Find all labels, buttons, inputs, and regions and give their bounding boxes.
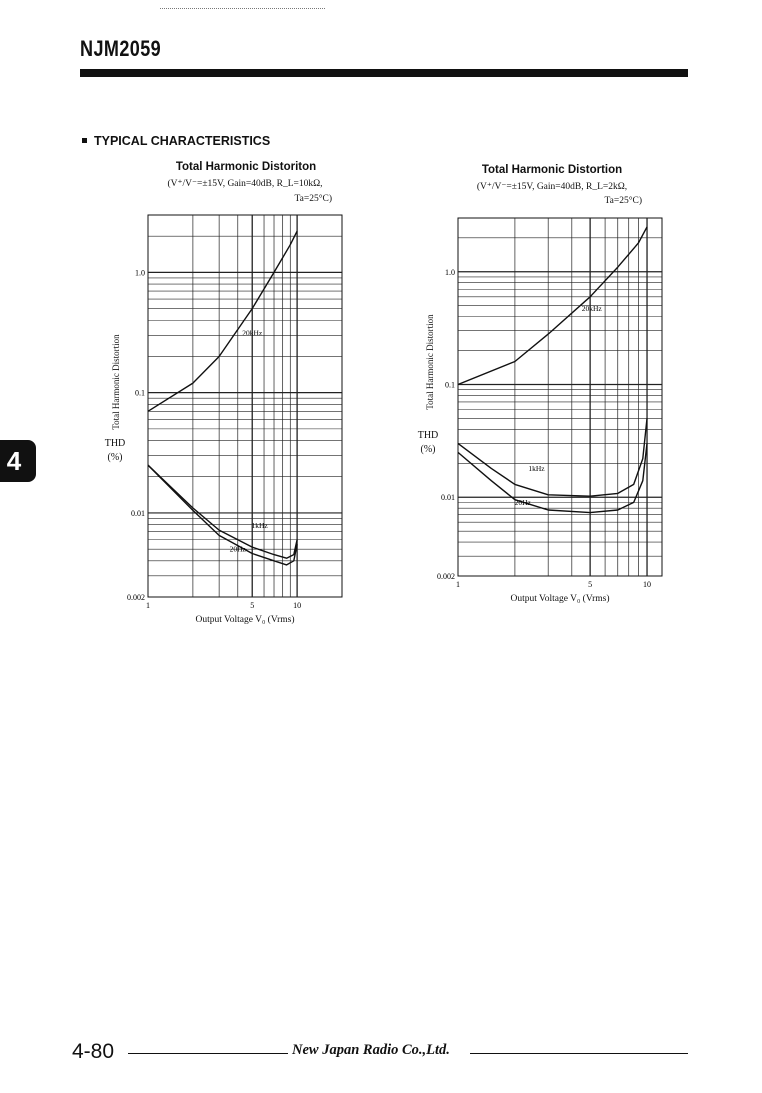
chart-2-conditions-2: Ta=25°C) bbox=[604, 196, 642, 206]
series-label: 20Hz bbox=[514, 498, 531, 508]
chart-1-title: Total Harmonic Distoriton bbox=[175, 161, 317, 173]
footer-rule-right bbox=[470, 1053, 688, 1054]
chapter-tab-number: 4 bbox=[6, 446, 22, 476]
chart-2-ylabel: Total Harmonic Distortion bbox=[425, 314, 435, 410]
series-label: 1kHz bbox=[251, 520, 268, 530]
y-tick-label: 0.1 bbox=[135, 388, 145, 398]
y-tick-label: 0.002 bbox=[127, 593, 145, 602]
x-tick-label: 5 bbox=[250, 601, 255, 610]
chart-2-xlabel: Output Voltage V₀ (Vrms) bbox=[510, 594, 610, 604]
chart-1-thd-label: THD bbox=[104, 438, 126, 449]
series-line bbox=[148, 465, 297, 565]
y-tick-label: 0.002 bbox=[437, 572, 455, 581]
series-line bbox=[148, 231, 297, 411]
series-line bbox=[148, 465, 297, 558]
chart-1-thd-unit: (%) bbox=[107, 452, 123, 463]
page-number: 4-80 bbox=[72, 1040, 115, 1063]
x-tick-label: 1 bbox=[146, 601, 150, 610]
chart-1-xlabel: Output Voltage V₀ (Vrms) bbox=[195, 615, 295, 625]
series-label: 20kHz bbox=[242, 328, 263, 338]
section-heading-text: TYPICAL CHARACTERISTICS bbox=[94, 134, 271, 148]
chart-1-conditions-1: (V⁺/V⁻=±15V, Gain=40dB, R_L=10kΩ, bbox=[167, 179, 323, 189]
chart-1-plot bbox=[127, 215, 342, 610]
company-name: New Japan Radio Co.,Ltd. bbox=[292, 1042, 450, 1058]
chart-2-title: Total Harmonic Distortion bbox=[481, 164, 623, 176]
y-tick-label: 0.01 bbox=[131, 508, 145, 518]
chart-2-thd-unit: (%) bbox=[420, 444, 436, 455]
y-tick-label: 1.0 bbox=[445, 267, 455, 277]
chart-2-conditions-1: (V⁺/V⁻=±15V, Gain=40dB, R_L=2kΩ, bbox=[476, 182, 628, 192]
x-tick-label: 10 bbox=[643, 580, 652, 589]
y-tick-label: 0.01 bbox=[441, 493, 455, 503]
x-tick-label: 10 bbox=[293, 601, 302, 610]
series-label: 1kHz bbox=[528, 464, 545, 474]
y-tick-label: 1.0 bbox=[135, 268, 145, 278]
series-label: 20kHz bbox=[581, 303, 602, 313]
series-line bbox=[458, 418, 647, 496]
chart-2-plot bbox=[437, 218, 662, 589]
chart-1-conditions-2: Ta=25°C) bbox=[294, 194, 332, 204]
x-tick-label: 1 bbox=[456, 580, 460, 589]
y-tick-label: 0.1 bbox=[445, 380, 455, 390]
series-label: 20Hz bbox=[229, 544, 246, 554]
x-tick-label: 5 bbox=[588, 580, 593, 589]
part-number-title: NJM2059 bbox=[80, 36, 162, 61]
chart-1-ylabel: Total Harmonic Distortion bbox=[111, 334, 121, 430]
chart-2-thd-label: THD bbox=[417, 430, 439, 441]
footer-rule-left bbox=[128, 1053, 288, 1054]
